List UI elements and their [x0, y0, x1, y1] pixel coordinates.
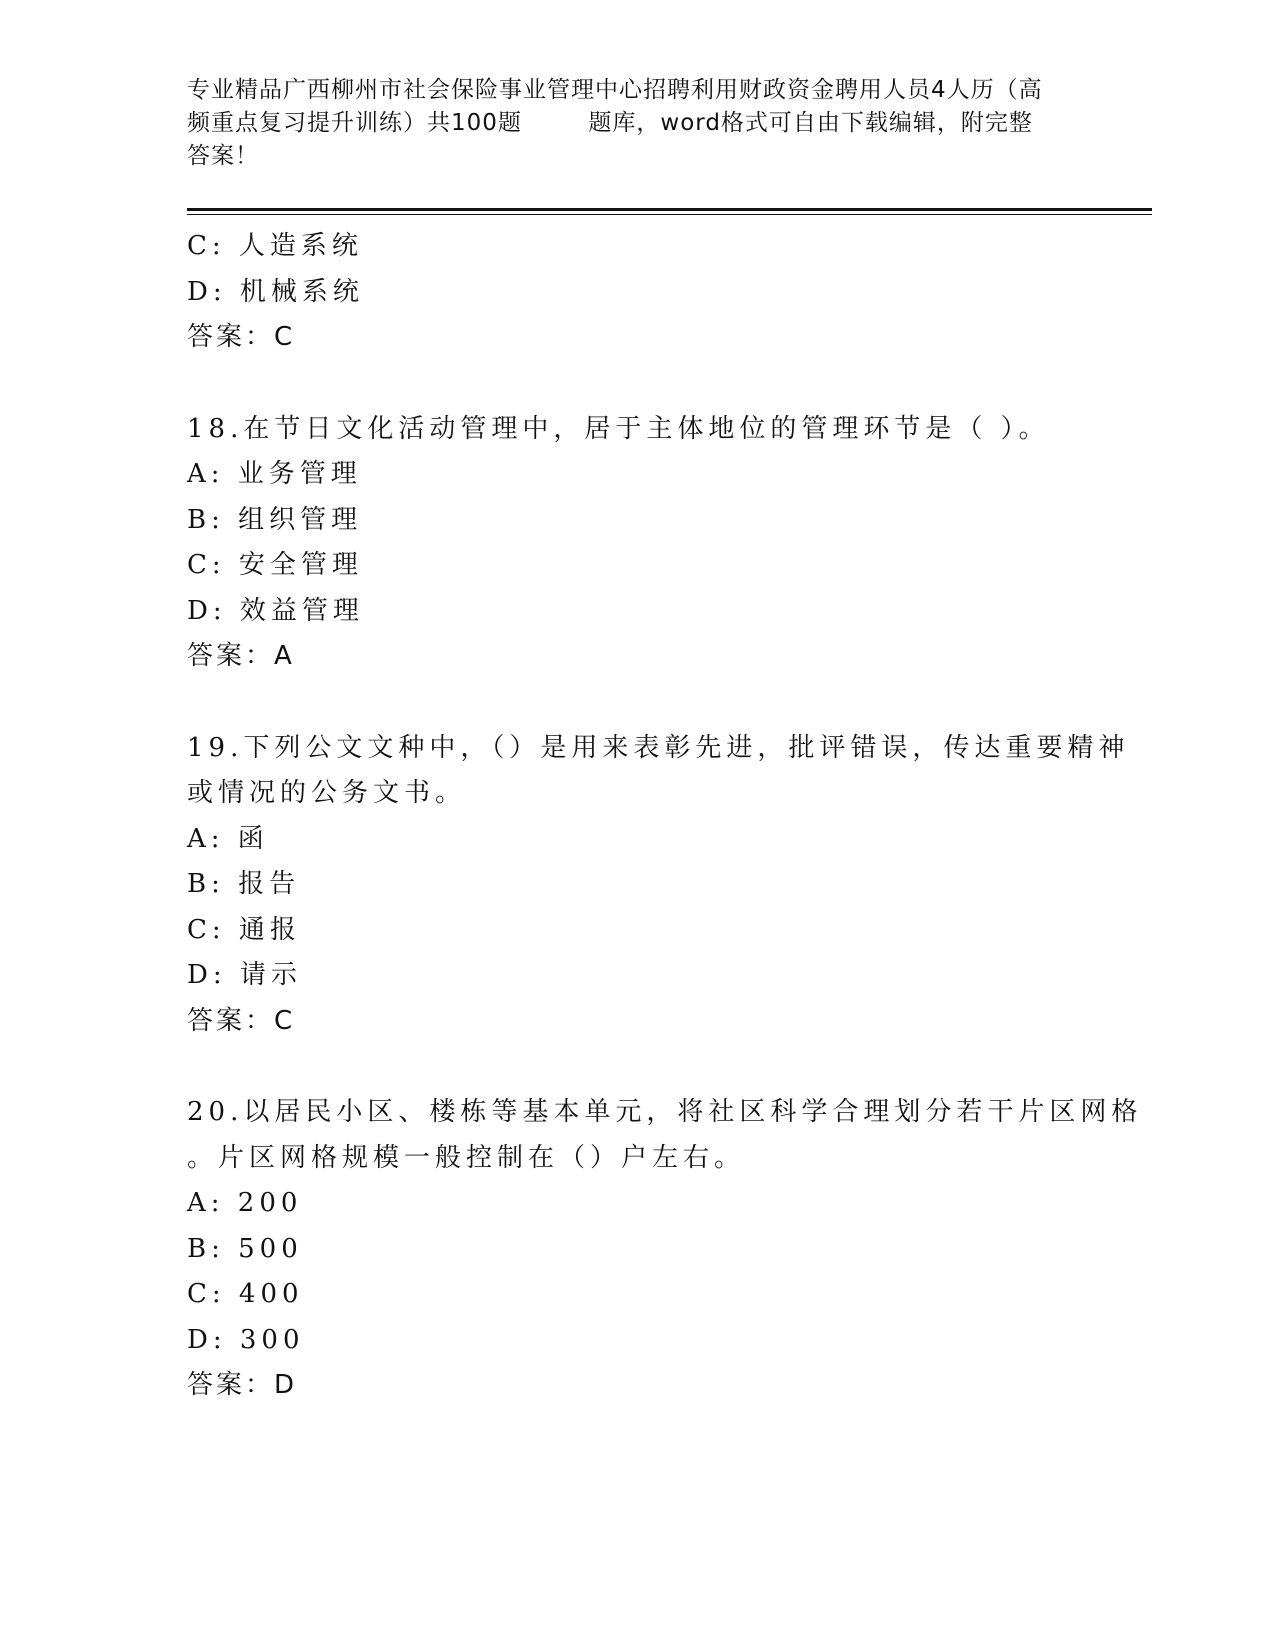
document-title: [187, 74, 1087, 173]
option-d: D: 机械系统: [187, 276, 364, 307]
option-c: C: 人造系统: [187, 231, 363, 261]
question-stem-line-2: 或情况的公务文书。: [187, 778, 467, 808]
question-17: [187, 224, 1087, 361]
option-c: C: 400: [187, 1279, 304, 1309]
question-list: [187, 224, 1143, 1409]
option-b: B: 500: [187, 1233, 303, 1264]
title-line-1: 专业精品广西柳州市社会保险事业管理中心招聘利用财政资金聘用人员4人历（高: [187, 77, 1043, 103]
answer: 答案：C: [187, 1005, 296, 1036]
question-stem-line-2: 。片区网格规模一般控制在（）户左右。: [187, 1142, 746, 1173]
question-stem: 18.在节日文化活动管理中，居于主体地位的管理环节是（ ）。: [187, 413, 1050, 444]
option-a: A: 业务管理: [187, 459, 362, 489]
answer: 答案：C: [187, 322, 296, 352]
option-a: A: 函: [187, 823, 269, 854]
option-d: D: 效益管理: [187, 595, 364, 626]
question-stem-line-1: 20.以居民小区、楼栋等基本单元，将社区科学合理划分若干片区网格: [187, 1097, 1143, 1127]
title-line-2: 频重点复习提升训练）共100题 题库，word格式可自由下载编辑，附完整: [187, 110, 1033, 136]
option-c: C: 通报: [187, 914, 301, 945]
question-20: [187, 1090, 1143, 1409]
option-b: B: 报告: [187, 869, 301, 899]
title-line-3: 答案！: [187, 143, 259, 169]
answer: 答案：D: [187, 1370, 298, 1400]
question-stem-line-1: 19.下列公文文种中，（）是用来表彰先进，批评错误，传达重要精神: [187, 732, 1130, 763]
option-b: B: 组织管理: [187, 504, 363, 535]
header-divider-thick: [187, 208, 1152, 211]
option-d: D: 请示: [187, 960, 302, 990]
answer: 答案：A: [187, 641, 295, 671]
question-19: [187, 726, 1130, 1045]
question-18: [187, 407, 1087, 680]
option-d: D: 300: [187, 1324, 305, 1355]
option-a: A: 200: [187, 1188, 303, 1218]
option-c: C: 安全管理: [187, 550, 363, 580]
header-divider-thin: [187, 214, 1152, 215]
